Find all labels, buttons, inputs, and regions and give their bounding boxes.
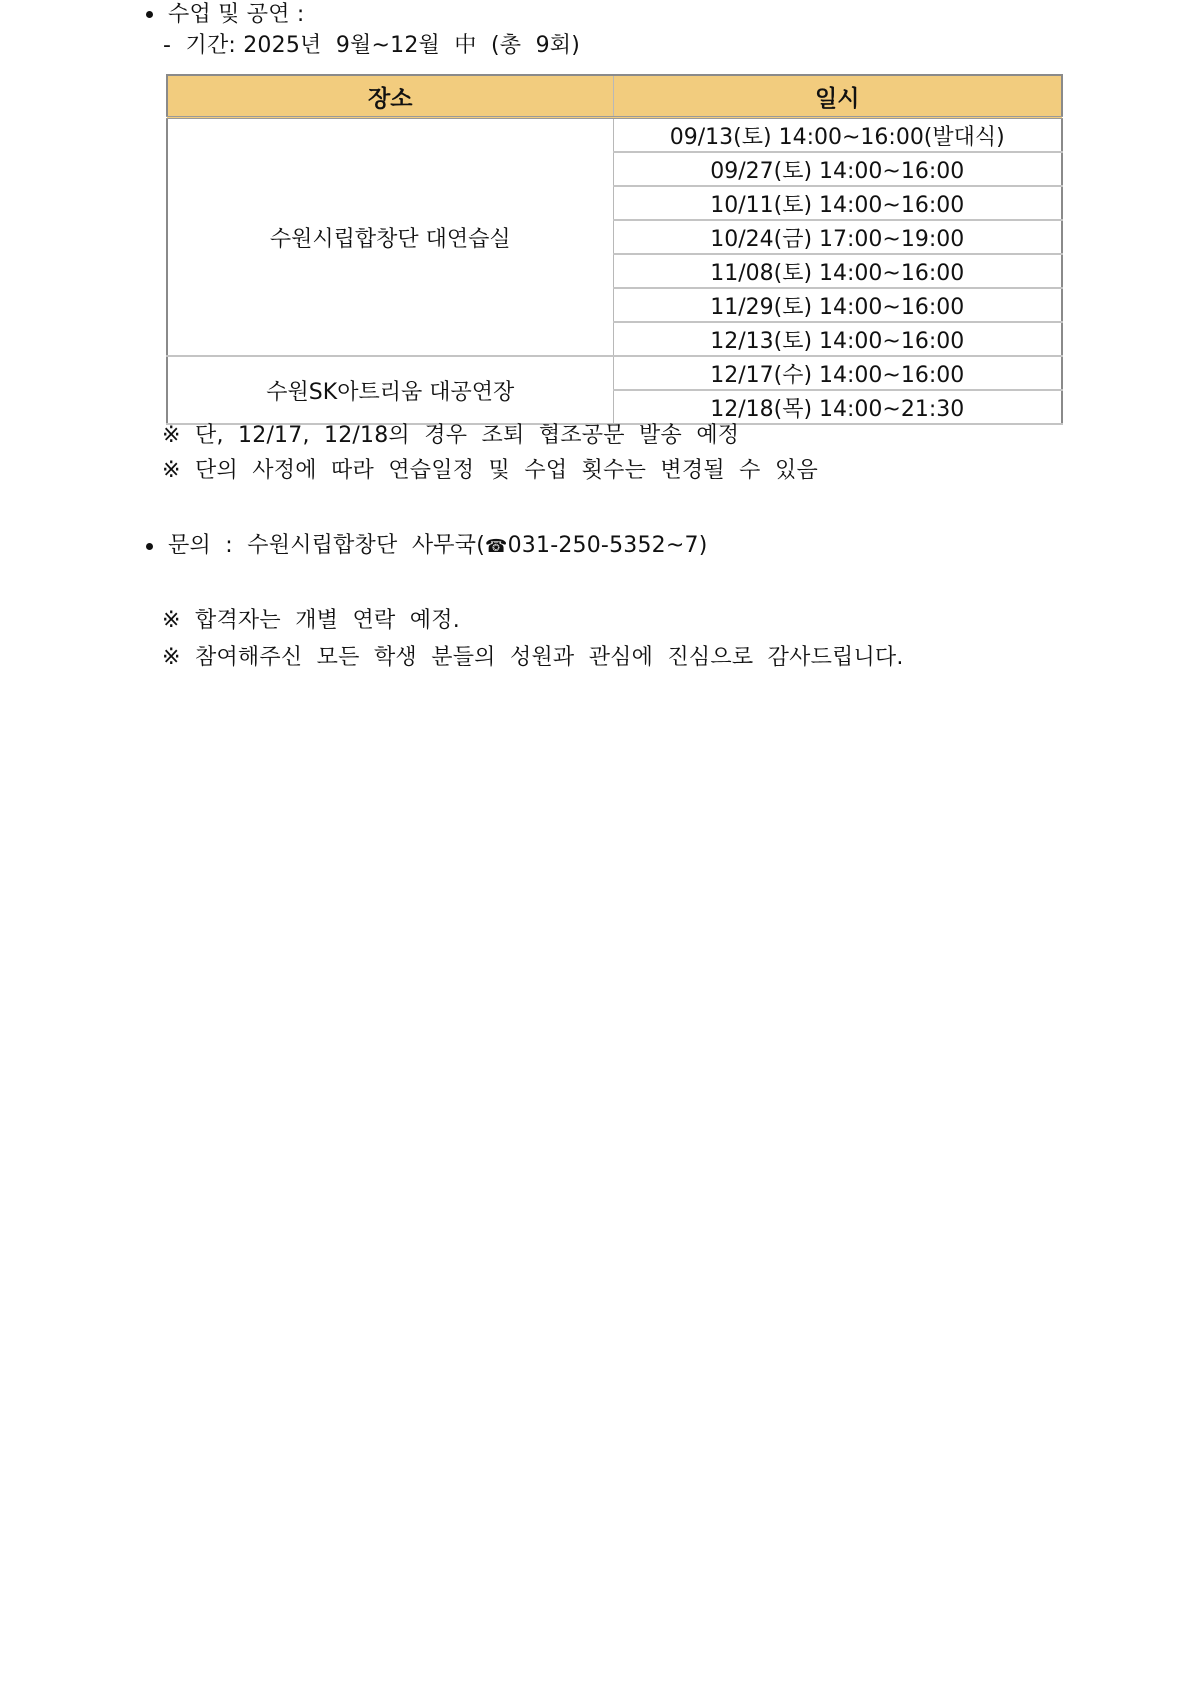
- header-place: 장소: [167, 75, 613, 118]
- note-schedule-change: ※ 단의 사정에 따라 연습일정 및 수업 횟수는 변경될 수 있음: [162, 458, 818, 483]
- header-datetime: 일시: [613, 75, 1062, 118]
- table-row: [167, 118, 1062, 153]
- date-cell: 12/13(토) 14:00~16:00: [613, 322, 1062, 356]
- class-section-title: 수업 및 공연 :: [168, 2, 305, 27]
- note-thanks: ※ 참여해주신 모든 학생 분들의 성원과 관심에 진심으로 감사드립니다.: [162, 645, 904, 670]
- venue-cell: 수원SK아트리움 대공연장: [167, 356, 613, 424]
- table-header-row: [167, 75, 1062, 118]
- table-row: [167, 356, 1062, 390]
- bullet-dot-contact: [146, 543, 153, 550]
- bullet-dot-class: [146, 11, 153, 18]
- date-cell: 12/18(목) 14:00~21:30: [613, 390, 1062, 424]
- schedule-table: [166, 74, 1063, 425]
- contact-line: [168, 531, 707, 562]
- date-cell: 09/13(토) 14:00~16:00(발대식): [613, 118, 1062, 153]
- date-cell: 10/11(토) 14:00~16:00: [613, 186, 1062, 220]
- contact-phone: 031-250-5352~7): [507, 533, 708, 558]
- date-cell: 11/08(토) 14:00~16:00: [613, 254, 1062, 288]
- phone-icon: ☎: [484, 536, 508, 557]
- date-cell: 11/29(토) 14:00~16:00: [613, 288, 1062, 322]
- note-early-leave: ※ 단, 12/17, 12/18의 경우 조퇴 협조공문 발송 예정: [162, 423, 740, 448]
- date-cell: 09/27(토) 14:00~16:00: [613, 152, 1062, 186]
- contact-label: 문의 : 수원시립합창단 사무국(: [168, 533, 485, 558]
- note-individual-contact: ※ 합격자는 개별 연락 예정.: [162, 608, 460, 633]
- class-period: - 기간: 2025년 9월~12월 中 (총 9회): [163, 33, 581, 58]
- date-cell: 10/24(금) 17:00~19:00: [613, 220, 1062, 254]
- venue-cell: 수원시립합창단 대연습실: [167, 118, 613, 357]
- date-cell: 12/17(수) 14:00~16:00: [613, 356, 1062, 390]
